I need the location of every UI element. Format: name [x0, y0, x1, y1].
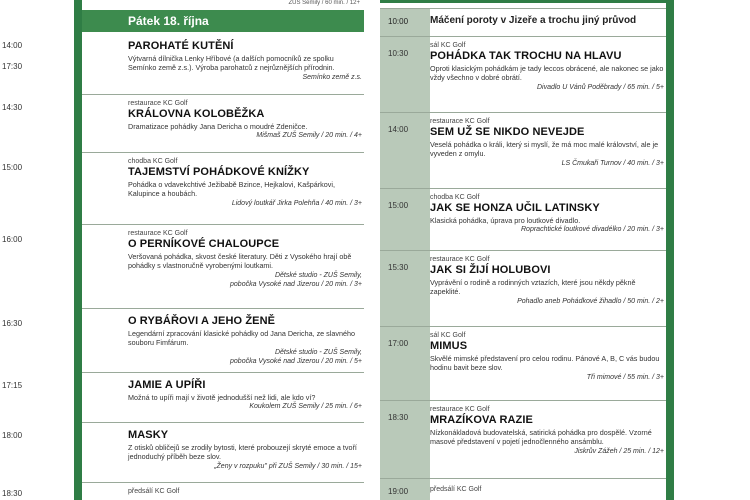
event-jak-si-ziji-holubovi	[380, 250, 666, 324]
event-description: Dramatizace pohádky Jana Dericha o moudré Zdeničce.	[128, 122, 308, 131]
event-jamie-a-upiri	[2, 372, 364, 422]
event-pohadka-tak-trochu-na-hlavu	[380, 36, 666, 108]
event-mrazikova-razie	[380, 400, 666, 476]
event-venue: předsálí KC Golf	[430, 486, 482, 493]
top-credit: ZUŠ Semily / 60 min. / 12+	[288, 0, 360, 6]
event-credit: „Ženy v rozpuku" při ZUŠ Semily / 30 min. / 15+	[214, 462, 362, 470]
event-masky	[2, 422, 364, 480]
event-maceni-poroty	[380, 8, 666, 32]
event-description: Možná to upíři mají v životě jednodušší než lidi, ale kdo ví?	[128, 393, 316, 402]
event-title: JAK SE HONZA UČIL LATINSKY	[430, 202, 600, 214]
event-time: 15:00	[2, 163, 23, 172]
event-description: Z otisků obličejů se zrodily bytosti, které probouzejí skryté emoce a tvoří jednoduchý příběh beze slov.	[128, 443, 357, 462]
event-mimus	[380, 326, 666, 398]
event-venue: restaurace KC Golf	[430, 256, 490, 263]
event-title: O PERNÍKOVÉ CHALOUPCE	[128, 238, 280, 250]
event-venue: restaurace KC Golf	[430, 406, 490, 413]
event-tajemstvi-pohadkove-knizky	[2, 152, 364, 224]
event-venue: restaurace KC Golf	[128, 100, 188, 107]
event-credit: Mišmaš ZUŠ Semily / 20 min. / 4+	[256, 132, 362, 140]
event-credit: Koukolem ZUŠ Semily / 25 min. / 6+	[249, 403, 362, 411]
event-credit: Pohadlo aneb Pohádkové žihadlo / 50 min. / 2+	[517, 297, 664, 305]
event-title: MRAZÍKOVA RAZIE	[430, 414, 533, 426]
event-credit-line2: pobočka Vysoké nad Jizerou / 20 min. / 3+	[230, 280, 362, 288]
event-credit: Dětské studio - ZUŠ Semily,	[274, 348, 362, 356]
event-title: O RYBÁŘOVI A JEHO ŽENĚ	[128, 315, 276, 327]
event-description: Vyprávění o rodině a rodinných vztazích, které jsou někdy pěkně zapeklité.	[430, 278, 636, 297]
event-credit: Divadlo U Vánů Poděbrady / 65 min. / 5+	[536, 83, 664, 91]
right-schedule-column	[380, 0, 666, 500]
event-o-rybarovi-a-jeho-zene	[2, 308, 364, 372]
event-description: Veselá pohádka o králi, který si myslí, že má moc malé království, ale je vyveden z omylu.	[430, 140, 659, 159]
event-time: 10:30	[388, 49, 409, 58]
event-title: MIMUS	[430, 340, 468, 352]
event-time: 18:00	[2, 431, 23, 440]
left-green-strip	[74, 0, 82, 500]
event-title: MASKY	[128, 429, 169, 441]
event-title: JAK SI ŽIJÍ HOLUBOVI	[430, 264, 551, 276]
event-venue: restaurace KC Golf	[128, 230, 188, 237]
event-description: Legendární zpracování klasické pohádky od Jana Dericha, ze slavného souboru Fimfárum.	[128, 329, 355, 348]
event-time: 18:30	[388, 413, 409, 422]
event-time: 19:00	[388, 487, 409, 496]
event-description: Klasická pohádka, úprava pro loutkové divadlo.	[430, 216, 581, 225]
event-time: 14:30	[2, 103, 23, 112]
event-last-partial	[380, 478, 666, 500]
event-time: 17:15	[2, 381, 23, 390]
event-description: Výtvarná dílnička Lenky Hříbové (a dalších pomocníků ze spolku Semínko země z.s.). Výroba parohatců z nejrůznějších přírodnin.	[128, 54, 335, 73]
event-credit: Jiskrův Zážeh / 25 min. / 12+	[574, 447, 664, 455]
event-credit: Tři mimové / 55 min. / 3+	[586, 373, 664, 381]
event-time: 10:00	[388, 17, 409, 26]
event-credit: Roprachtické loutkové divadélko / 20 min. / 3+	[521, 226, 664, 234]
event-description: Nízkonákladová budovatelská, satirická pohádka pro dospělé. Vzorné masové představení v pojetí jednočlenného ansámblu.	[430, 428, 652, 447]
event-title: Máčení poroty v Jizeře a trochu jiný průvod	[430, 15, 637, 26]
event-time: 15:30	[388, 263, 409, 272]
event-description: Pohádka o vdavekchtivé Ježibabě Bzince, Hejkalovi, Kašpárkovi, Kalupince a houbách.	[128, 180, 335, 199]
event-credit-line2: pobočka Vysoké nad Jizerou / 20 min. / 5+	[230, 357, 362, 365]
event-credit: LS Čmukaři Turnov / 40 min. / 3+	[561, 159, 664, 167]
event-time: 16:00	[2, 235, 23, 244]
event-title: KRÁLOVNA KOLOBĚŽKA	[128, 108, 265, 120]
event-time: 14:00	[2, 41, 23, 50]
event-o-pernikove-chaloupce	[2, 224, 364, 308]
event-venue: chodba KC Golf	[128, 158, 178, 165]
event-title: SEM UŽ SE NIKDO NEVEJDE	[430, 126, 585, 138]
event-kralovna-kolobezka	[2, 94, 364, 152]
event-time: 16:30	[2, 319, 23, 328]
event-sem-uz-se-nikdo-nevejde	[380, 112, 666, 186]
event-jak-se-honza-ucil-latinsky	[380, 188, 666, 248]
event-title: PAROHATÉ KUTĚNÍ	[128, 40, 234, 52]
left-schedule-column	[2, 0, 364, 500]
event-venue: předsálí KC Golf	[128, 488, 180, 495]
event-time: 18:30	[2, 489, 23, 498]
event-title: POHÁDKA TAK TROCHU NA HLAVU	[430, 50, 622, 62]
event-description: Oproti klasickým pohádkám je tady leccos obrácené, ale nakonec se jako vždy všechno v dobré obrátí.	[430, 64, 664, 83]
event-venue: chodba KC Golf	[430, 194, 480, 201]
event-credit: Dětské studio - ZUŠ Semily,	[274, 271, 362, 279]
event-time: 14:00	[388, 125, 409, 134]
event-description: Skvělé mimské představení pro celou rodinu. Pánové A, B, C vás budou hodinu bavit beze slov.	[430, 354, 660, 373]
event-credit: Semínko země z.s.	[302, 73, 362, 81]
event-time: 17:00	[388, 339, 409, 348]
event-last-partial	[2, 482, 364, 500]
event-venue: restaurace KC Golf	[430, 118, 490, 125]
right-green-strip	[666, 0, 674, 500]
event-title: JAMIE A UPÍŘI	[128, 379, 206, 391]
event-venue: sál KC Golf	[430, 42, 466, 49]
event-description: Veršovaná pohádka, skvost české literatury. Děti z Vysokého hrají obě pohádky s vlastnoručně vyrobenými loutkami.	[128, 252, 352, 271]
event-time: 15:00	[388, 201, 409, 210]
event-parohate-kuteni	[2, 36, 364, 98]
event-time-end: 17:30	[2, 62, 23, 71]
event-title: TAJEMSTVÍ POHÁDKOVÉ KNÍŽKY	[128, 166, 310, 178]
event-venue: sál KC Golf	[430, 332, 466, 339]
event-credit: Lidový loutkář Jirka Polehňa / 40 min. / 3+	[231, 199, 362, 207]
day-header: Pátek 18. října	[82, 10, 364, 32]
